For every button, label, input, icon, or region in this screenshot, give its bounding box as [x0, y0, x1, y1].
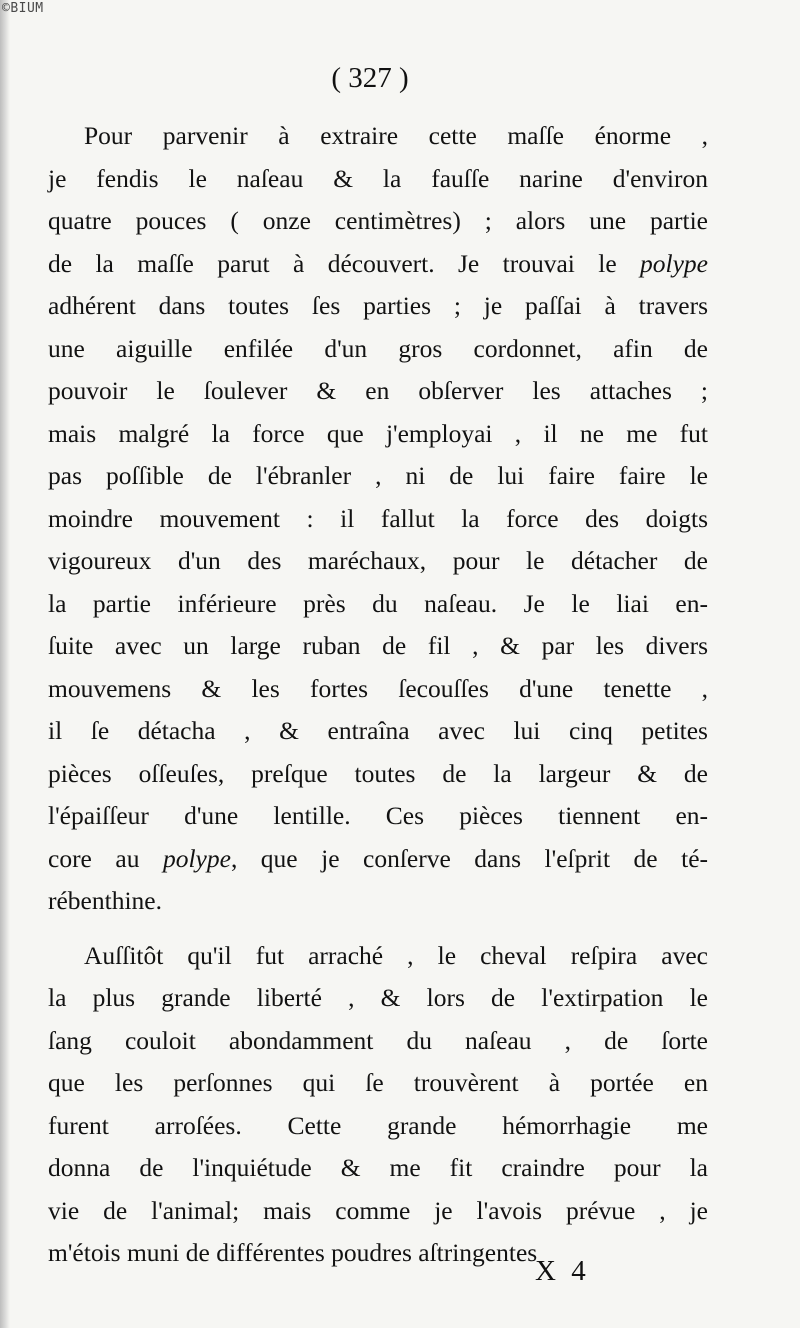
- text-line: une aiguille enfilée d'un gros cordonnet, afin de: [48, 333, 708, 363]
- text-line: ſang couloit abondamment du naſeau , de ſorte: [48, 1025, 708, 1055]
- text-line: donna de l'inquiétude & me fit craindre pour la: [48, 1153, 708, 1182]
- text-line: vie de l'animal; mais comme je l'avois prévue , je: [48, 1195, 708, 1225]
- text-line: adhérent dans toutes ſes parties ; je paſſai à travers: [48, 291, 708, 320]
- text-line: je fendis le naſeau & la fauſſe narine d'environ: [48, 163, 708, 193]
- paragraph-gap: [48, 923, 708, 935]
- text-line: moindre mouvement : il fallut la force des doigts: [48, 503, 708, 533]
- text-line: de la maſſe parut à découvert. Je trouvai le polype: [48, 248, 708, 278]
- text-line: vigoureux d'un des maréchaux, pour le détacher de: [48, 546, 708, 575]
- text-line: furent arroſées. Cette grande hémorrhagie me: [48, 1110, 708, 1140]
- text-line: ſuite avec un large ruban de fil , & par les divers: [48, 631, 708, 660]
- signature-mark: X 4: [535, 1255, 590, 1287]
- text-line: mais malgré la force que j'employai , il ne me fut: [48, 418, 708, 448]
- page-edge-shadow: [0, 0, 10, 1328]
- text-line: quatre pouces ( onze centimètres) ; alors une partie: [48, 206, 708, 235]
- text-line: core au polype, que je conſerve dans l'eſprit de té-: [48, 843, 708, 873]
- body-text: [48, 115, 708, 1275]
- text-line: Pour parvenir à extraire cette maſſe énorme ,: [84, 121, 708, 150]
- paragraph-1: [48, 115, 708, 923]
- text-line: la partie inférieure près du naſeau. Je le liai en-: [48, 588, 708, 618]
- text-line: Auſſitôt qu'il fut arraché , le cheval reſpira avec: [84, 940, 708, 970]
- paragraph-2: [48, 935, 708, 1275]
- text-line: pièces oſſeuſes, preſque toutes de la largeur & de: [48, 758, 708, 788]
- text-line: rébenthine.: [48, 886, 162, 915]
- library-watermark: ©BIUM: [2, 1, 44, 16]
- text-line: mouvemens & les fortes ſecouſſes d'une tenette ,: [48, 673, 708, 703]
- text-line: pouvoir le ſoulever & en obſerver les attaches ;: [48, 376, 708, 405]
- text-line: l'épaiſſeur d'une lentille. Ces pièces tiennent en-: [48, 801, 708, 830]
- text-line: pas poſſible de l'ébranler , ni de lui faire faire le: [48, 461, 708, 490]
- text-line: il ſe détacha , & entraîna avec lui cinq petites: [48, 716, 708, 745]
- page-number: ( 327 ): [331, 62, 409, 94]
- text-line: m'étois muni de différentes poudres aſtringentes: [48, 1238, 538, 1267]
- text-line: la plus grande liberté , & lors de l'extirpation le: [48, 983, 708, 1012]
- text-line: que les perſonnes qui ſe trouvèrent à portée en: [48, 1068, 708, 1097]
